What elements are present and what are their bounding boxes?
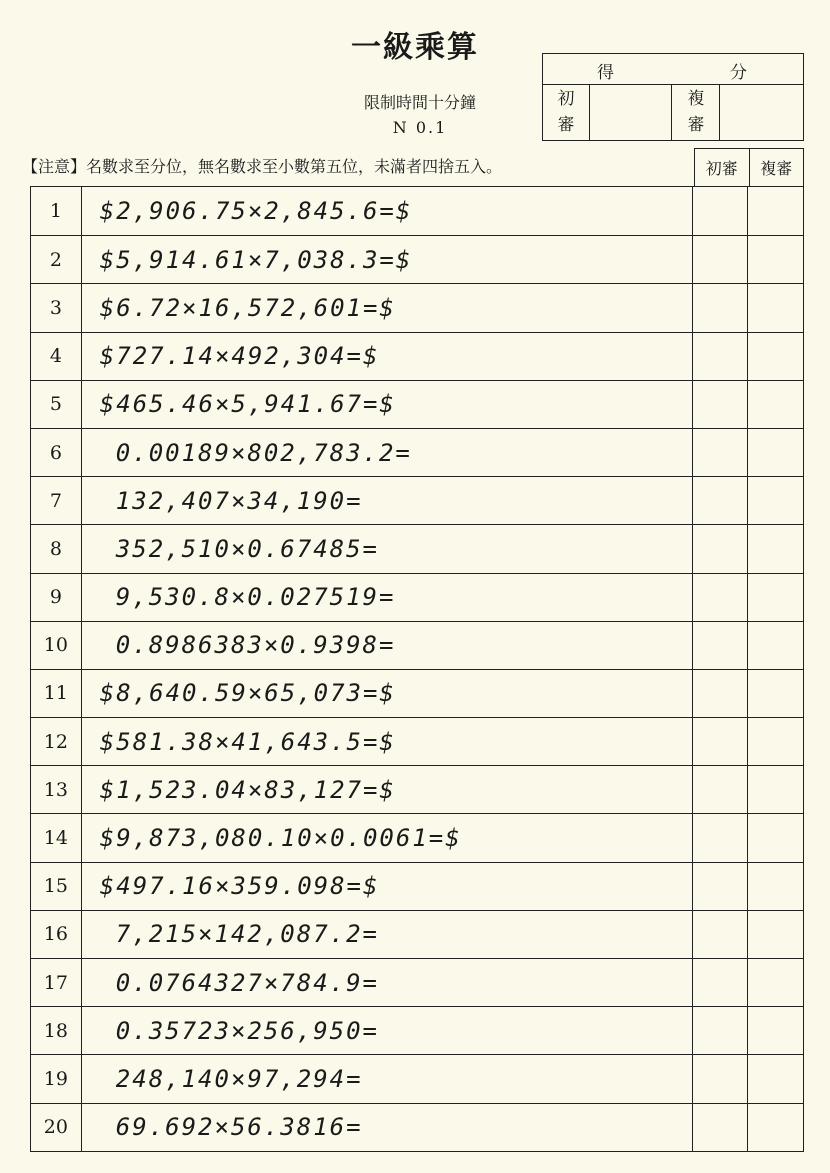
score-header bbox=[543, 54, 803, 85]
second-check-header: 複審 bbox=[749, 149, 804, 186]
problem-number: 15 bbox=[31, 863, 82, 910]
problem-expression: $6.72×16,572,601=$ bbox=[82, 284, 694, 331]
problem-row bbox=[31, 380, 803, 428]
check-header bbox=[694, 148, 804, 186]
problem-expression: 69.692×56.3816= bbox=[82, 1104, 694, 1151]
problem-number: 17 bbox=[31, 959, 82, 1006]
second-check-cell[interactable] bbox=[747, 525, 803, 572]
problem-row bbox=[31, 862, 803, 910]
problem-number: 3 bbox=[31, 284, 82, 331]
problem-expression: $465.46×5,941.67=$ bbox=[82, 381, 694, 428]
score-label-1: 得 bbox=[597, 63, 614, 83]
first-check-cell[interactable] bbox=[693, 814, 747, 861]
first-check-cell[interactable] bbox=[693, 477, 747, 524]
second-check-cell[interactable] bbox=[747, 718, 803, 765]
problem-expression: $581.38×41,643.5=$ bbox=[82, 718, 694, 765]
second-check-cell[interactable] bbox=[747, 333, 803, 380]
problem-expression: $5,914.61×7,038.3=$ bbox=[82, 236, 694, 283]
problem-expression: $9,873,080.10×0.0061=$ bbox=[82, 814, 694, 861]
problem-number: 11 bbox=[31, 670, 82, 717]
first-check-cell[interactable] bbox=[693, 959, 747, 1006]
problem-row bbox=[31, 332, 803, 380]
problem-number: 19 bbox=[31, 1055, 82, 1102]
first-check-cell[interactable] bbox=[693, 187, 747, 235]
second-check-cell[interactable] bbox=[747, 381, 803, 428]
problem-expression: 0.0764327×784.9= bbox=[82, 959, 694, 1006]
problem-number: 16 bbox=[31, 911, 82, 958]
first-check-cell[interactable] bbox=[693, 863, 747, 910]
problem-expression: $727.14×492,304=$ bbox=[82, 333, 694, 380]
time-limit: 限制時間十分鐘 bbox=[363, 93, 476, 112]
page-title: 一級乘算 bbox=[351, 30, 479, 65]
problem-number: 8 bbox=[31, 525, 82, 572]
problem-number: 9 bbox=[31, 574, 82, 621]
score-divider bbox=[719, 84, 720, 140]
problem-row bbox=[31, 1103, 803, 1151]
first-check-cell[interactable] bbox=[693, 766, 747, 813]
problem-expression: 0.00189×802,783.2= bbox=[82, 429, 694, 476]
problem-row bbox=[31, 283, 803, 331]
problem-expression: $1,523.04×83,127=$ bbox=[82, 766, 694, 813]
second-check-cell[interactable] bbox=[747, 1055, 803, 1102]
second-check-cell[interactable] bbox=[747, 863, 803, 910]
score-divider bbox=[671, 84, 672, 140]
second-check-cell[interactable] bbox=[747, 959, 803, 1006]
problem-expression: $497.16×359.098=$ bbox=[82, 863, 694, 910]
problem-number: 10 bbox=[31, 622, 82, 669]
first-check-cell[interactable] bbox=[693, 574, 747, 621]
problem-row bbox=[31, 476, 803, 524]
first-check-header: 初審 bbox=[705, 159, 738, 178]
first-check-cell[interactable] bbox=[693, 1007, 747, 1054]
first-check-cell[interactable] bbox=[693, 333, 747, 380]
first-check-cell[interactable] bbox=[693, 236, 747, 283]
problem-expression: 0.8986383×0.9398= bbox=[82, 622, 694, 669]
second-check-cell[interactable] bbox=[747, 429, 803, 476]
problem-row bbox=[31, 958, 803, 1006]
first-check-cell[interactable] bbox=[693, 284, 747, 331]
instructions-note: 【注意】名數求至分位，無名數求至小數第五位，未滿者四捨五入。 bbox=[22, 157, 503, 176]
problem-number: 7 bbox=[31, 477, 82, 524]
problem-expression: 0.35723×256,950= bbox=[82, 1007, 694, 1054]
problem-expression: $2,906.75×2,845.6=$ bbox=[82, 187, 694, 235]
problem-number: 12 bbox=[31, 718, 82, 765]
problem-number: 20 bbox=[31, 1104, 82, 1151]
problem-expression: 352,510×0.67485= bbox=[82, 525, 694, 572]
second-check-cell[interactable] bbox=[747, 574, 803, 621]
first-check-cell[interactable] bbox=[693, 1055, 747, 1102]
problem-number: 5 bbox=[31, 381, 82, 428]
second-check-cell[interactable] bbox=[747, 477, 803, 524]
problem-row bbox=[31, 1006, 803, 1054]
problem-row bbox=[31, 573, 803, 621]
serial-number: N 0.1 bbox=[392, 118, 448, 137]
problem-row bbox=[31, 1054, 803, 1102]
score-label-2: 分 bbox=[730, 63, 747, 83]
problem-number: 6 bbox=[31, 429, 82, 476]
problem-table bbox=[30, 186, 804, 1152]
problem-expression: 132,407×34,190= bbox=[82, 477, 694, 524]
first-check-cell[interactable] bbox=[693, 718, 747, 765]
problem-number: 14 bbox=[31, 814, 82, 861]
first-check-cell[interactable] bbox=[693, 429, 747, 476]
second-check-cell[interactable] bbox=[747, 1104, 803, 1151]
score-box bbox=[542, 53, 804, 141]
problem-number: 1 bbox=[31, 187, 82, 235]
problem-row bbox=[31, 621, 803, 669]
problem-row bbox=[31, 428, 803, 476]
first-check-cell[interactable] bbox=[693, 525, 747, 572]
second-review-label: 複 審 bbox=[687, 89, 705, 135]
second-check-cell[interactable] bbox=[747, 187, 803, 235]
problem-row bbox=[31, 669, 803, 717]
problem-number: 4 bbox=[31, 333, 82, 380]
second-check-cell[interactable] bbox=[747, 1007, 803, 1054]
second-check-cell[interactable] bbox=[747, 622, 803, 669]
problem-row bbox=[31, 717, 803, 765]
second-check-cell[interactable] bbox=[747, 814, 803, 861]
problem-row bbox=[31, 524, 803, 572]
problem-expression: 248,140×97,294= bbox=[82, 1055, 694, 1102]
second-check-cell[interactable] bbox=[747, 766, 803, 813]
problem-row bbox=[31, 235, 803, 283]
second-check-cell[interactable] bbox=[747, 670, 803, 717]
problem-number: 13 bbox=[31, 766, 82, 813]
problem-row bbox=[31, 813, 803, 861]
first-review-label: 初 審 bbox=[557, 89, 575, 135]
problem-expression: 9,530.8×0.027519= bbox=[82, 574, 694, 621]
first-check-cell[interactable] bbox=[693, 911, 747, 958]
problem-number: 2 bbox=[31, 236, 82, 283]
first-check-cell[interactable] bbox=[693, 1104, 747, 1151]
second-check-cell[interactable] bbox=[747, 911, 803, 958]
first-check-cell[interactable] bbox=[693, 622, 747, 669]
problem-row bbox=[31, 910, 803, 958]
problem-expression: $8,640.59×65,073=$ bbox=[82, 670, 694, 717]
problem-row bbox=[31, 765, 803, 813]
score-divider bbox=[589, 84, 590, 140]
first-check-cell[interactable] bbox=[693, 381, 747, 428]
second-check-cell[interactable] bbox=[747, 284, 803, 331]
second-check-cell[interactable] bbox=[747, 236, 803, 283]
first-check-cell[interactable] bbox=[693, 670, 747, 717]
problem-number: 18 bbox=[31, 1007, 82, 1054]
problem-expression: 7,215×142,087.2= bbox=[82, 911, 694, 958]
problem-row bbox=[31, 187, 803, 235]
